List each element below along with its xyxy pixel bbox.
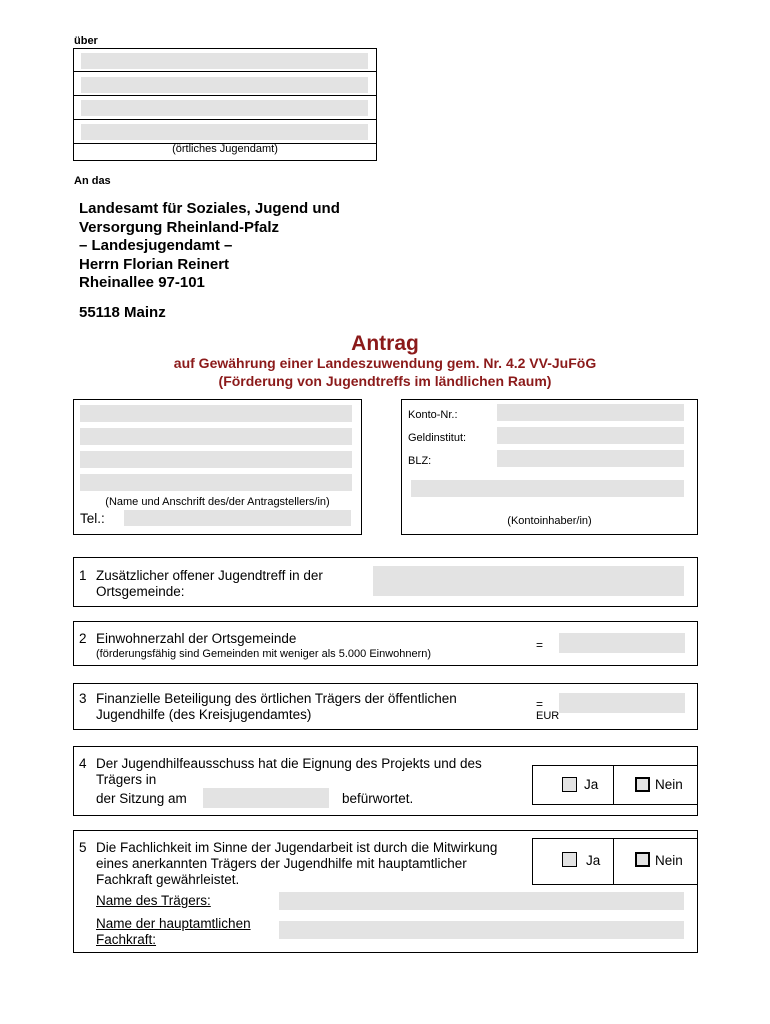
section-5-yes-checkbox[interactable] [562,852,577,867]
blz-label: BLZ: [408,455,432,467]
applicant-field-3[interactable] [80,451,352,468]
ortsgemeinde-field[interactable] [373,566,684,596]
section-3-text [96,691,457,723]
section-5-no-checkbox[interactable] [635,852,650,867]
institut-field[interactable] [497,427,684,444]
holder-caption: (Kontoinhaber/in) [507,515,592,527]
fachkraft-label [96,916,251,948]
divider [613,838,614,885]
einwohnerzahl-field[interactable] [559,633,685,653]
recipient-line-4: Herrn Florian Reinert [79,255,230,273]
konto-label: Konto-Nr.: [408,409,458,421]
section-4-yes-checkbox[interactable] [562,777,577,792]
holder-field[interactable] [411,480,684,497]
fachkraft-name-field[interactable] [279,921,684,939]
ueber-label: über [74,35,98,47]
section-3-currency: EUR [536,710,560,722]
section-5-line-2: eines anerkannten Trägers der Jugendhilfe mit hauptamtlicher [96,856,467,871]
recipient-line-3: – Landesjugendamt – [79,237,233,254]
recipient-line-1: Landesamt für Soziales, Jugend und [79,200,340,217]
tel-label: Tel.: [80,511,105,526]
tel-field[interactable] [124,510,351,526]
section-4-line-2: Trägers in [96,772,157,787]
recipient-city: 55118 Mainz [79,304,166,321]
beteiligung-field[interactable] [559,693,685,713]
section-3-line-1: Finanzielle Beteiligung des örtlichen Trägers der öffentlichen [96,691,457,706]
applicant-field-1[interactable] [80,405,352,422]
section-3-equals: = [536,697,544,711]
section-4-line-3a: der Sitzung am [96,791,187,806]
section-4-line-1: Der Jugendhilfeausschuss hat die Eignung des Projekts und des [96,756,482,771]
traeger-label-text: Name des Trägers: [96,893,211,908]
section-1-line-1: Zusätzlicher offener Jugendtreff in der [96,568,323,583]
section-5-yes-label: Ja [586,853,601,868]
section-2-number: 2 [79,631,87,646]
recipient-address [79,200,340,293]
section-4-yes-label: Ja [584,777,599,792]
section-5-no-label: Nein [655,853,683,868]
recipient-line-5: Rheinallee 97-101 [79,274,205,291]
section-5-text [96,840,497,888]
section-2-equals: = [536,638,544,652]
local-office-field-1[interactable] [81,53,368,69]
local-office-field-3[interactable] [81,100,368,116]
institut-label: Geldinstitut: [408,432,467,444]
form-subtitle-1: auf Gewährung einer Landeszuwendung gem. Nr. 4.2 VV-JuFöG [173,355,597,371]
section-2-line-1: Einwohnerzahl der Ortsgemeinde [96,631,297,646]
local-office-field-2[interactable] [81,77,368,93]
section-5-line-3: Fachkraft gewährleistet. [96,872,240,887]
fachkraft-label-line-1: Name der hauptamtlichen [96,916,251,931]
fachkraft-label-line-2: Fachkraft: [96,932,157,947]
section-1-number: 1 [79,568,87,583]
divider [74,95,376,96]
divider [74,71,376,72]
divider [613,765,614,805]
applicant-caption: (Name und Anschrift des/der Antragstellers/in) [105,496,330,508]
section-4-line-3b: befürwortet. [342,791,414,806]
local-office-caption: (örtliches Jugendamt) [172,143,278,155]
form-subtitle-2: (Förderung von Jugendtreffs im ländlichen Raum) [218,373,552,389]
blz-field[interactable] [497,450,684,467]
section-1-line-2: Ortsgemeinde: [96,584,185,599]
section-4-text [96,756,482,788]
applicant-field-4[interactable] [80,474,352,491]
recipient-line-2: Versorgung Rheinland-Pfalz [79,218,280,236]
section-4-number: 4 [79,756,87,771]
traeger-name-field[interactable] [279,892,684,910]
section-4-no-label: Nein [655,777,683,792]
section-3-number: 3 [79,691,87,706]
form-title: Antrag [351,332,419,355]
section-1-text [96,568,323,600]
an-das-label: An das [74,175,111,187]
local-office-field-4[interactable] [81,124,368,140]
section-3-line-2: Jugendhilfe (des Kreisjugendamtes) [96,707,312,722]
sitzung-date-field[interactable] [203,788,329,808]
divider [74,119,376,120]
traeger-label [96,893,211,908]
applicant-field-2[interactable] [80,428,352,445]
section-4-no-checkbox[interactable] [635,777,650,792]
section-2-note: (förderungsfähig sind Gemeinden mit weniger als 5.000 Einwohnern) [96,648,432,660]
section-5-number: 5 [79,840,87,855]
konto-field[interactable] [497,404,684,421]
section-5-line-1: Die Fachlichkeit im Sinne der Jugendarbeit ist durch die Mitwirkung [96,840,498,855]
